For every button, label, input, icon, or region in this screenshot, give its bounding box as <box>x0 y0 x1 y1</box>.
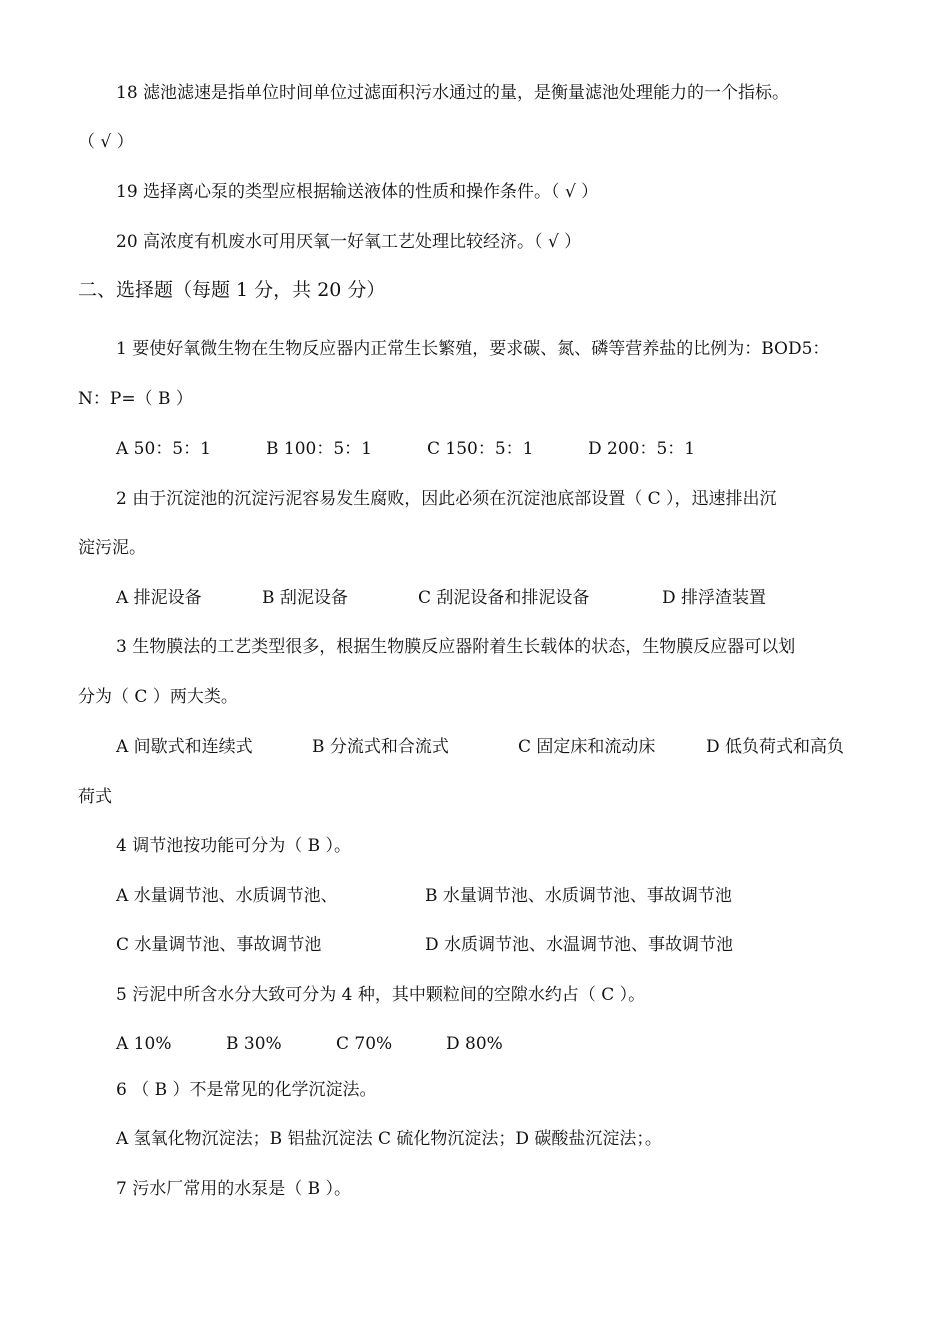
c3-question-line1: 3 生物膜法的工艺类型很多，根据生物膜反应器附着生长载体的状态，生物膜反应器可以划 <box>116 637 796 657</box>
c2-option-c: C 刮泥设备和排泥设备 <box>418 588 590 608</box>
c1-option-a: A 50：5：1 <box>116 439 211 459</box>
c6-options: A 氢氧化物沉淀法；B 铝盐沉淀法 C 硫化物沉淀法；D 碳酸盐沉淀法；。 <box>116 1129 662 1149</box>
c3-option-a: A 间歇式和连续式 <box>116 737 253 757</box>
c2-option-a: A 排泥设备 <box>116 588 202 608</box>
c3-option-d-wrap: 荷式 <box>78 787 112 807</box>
section-heading: 二、选择题（每题 1 分，共 20 分） <box>78 279 386 301</box>
c3-option-c: C 固定床和流动床 <box>518 737 656 757</box>
c1-option-b: B 100：5：1 <box>266 439 372 459</box>
c3-option-b: B 分流式和合流式 <box>312 737 449 757</box>
c1-question-line2: N：P=（ B ） <box>78 389 193 409</box>
c6-question: 6 （ B ）不是常见的化学沉淀法。 <box>116 1080 377 1100</box>
c5-option-b: B 30% <box>226 1034 282 1054</box>
q18-text-line1: 18 滤池滤速是指单位时间单位过滤面积污水通过的量，是衡量滤池处理能力的一个指标。 <box>116 83 790 103</box>
q18-answer: （ √ ） <box>78 132 134 152</box>
c4-option-a: A 水量调节池、水质调节池、 <box>116 886 338 906</box>
c5-option-c: C 70% <box>336 1034 393 1054</box>
c5-option-d: D 80% <box>446 1034 503 1054</box>
c2-option-b: B 刮泥设备 <box>262 588 348 608</box>
c1-question-line1: 1 要使好氧微生物在生物反应器内正常生长繁殖，要求碳、氮、磷等营养盐的比例为：BOD5： <box>116 339 830 359</box>
c7-question: 7 污水厂常用的水泵是（ B ）。 <box>116 1179 352 1199</box>
c5-question: 5 污泥中所含水分大致可分为 4 种，其中颗粒间的空隙水约占（ C ）。 <box>116 985 646 1005</box>
q19-text: 19 选择离心泵的类型应根据输送液体的性质和操作条件。（ √ ） <box>116 182 599 202</box>
c4-option-d: D 水质调节池、水温调节池、事故调节池 <box>425 935 734 955</box>
c2-question-line1: 2 由于沉淀池的沉淀污泥容易发生腐败，因此必须在沉淀池底部设置（ C ），迅速排出沉 <box>116 489 777 509</box>
c3-question-line2: 分为（ C ）两大类。 <box>78 687 238 707</box>
c1-option-c: C 150：5：1 <box>427 439 534 459</box>
c4-option-b: B 水量调节池、水质调节池、事故调节池 <box>425 886 732 906</box>
c4-question: 4 调节池按功能可分为（ B ）。 <box>116 836 352 856</box>
c2-question-line2: 淀污泥。 <box>78 538 146 558</box>
c5-option-a: A 10% <box>116 1034 172 1054</box>
q20-text: 20 高浓度有机废水可用厌氧一好氧工艺处理比较经济。（ √ ） <box>116 232 582 252</box>
c2-option-d: D 排浮渣装置 <box>662 588 767 608</box>
c1-option-d: D 200：5：1 <box>588 439 696 459</box>
c4-option-c: C 水量调节池、事故调节池 <box>116 935 322 955</box>
c3-option-d: D 低负荷式和高负 <box>706 737 845 757</box>
